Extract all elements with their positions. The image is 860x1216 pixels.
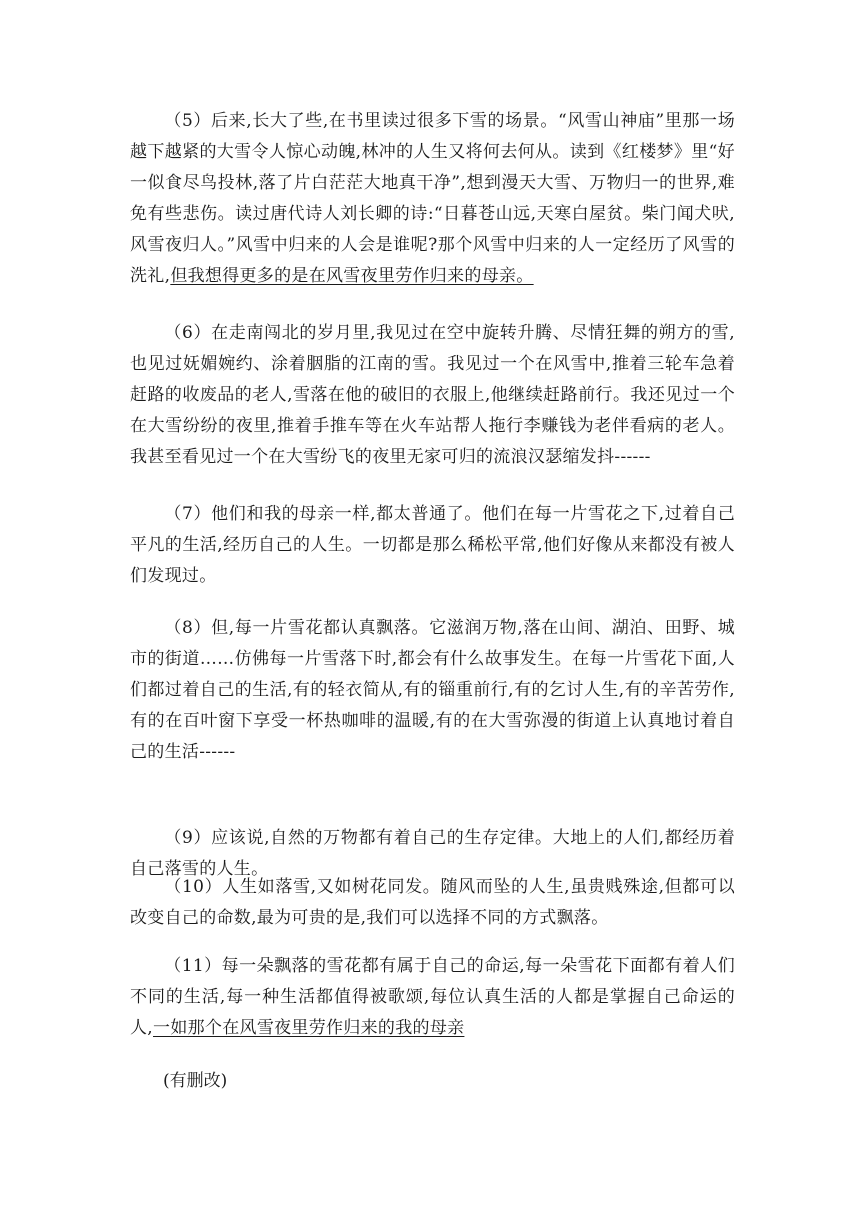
paragraph-8	[130, 613, 735, 768]
paragraph-8-text: （8）但,每一片雪花都认真飘落。它滋润万物,落在山间、湖泊、田野、城市的街道……仿佛每一片雪落下时,都会有什么故事发生。在每一片雪花下面,人们都过着自己的生活,有的轻衣简从,有的锱重前行,有的乞讨人生,有的辛苦劳作,有的在百叶窗下享受一杯热咖啡的温暖,有的在大雪弥漫的街道上认真地讨着自己的生活------	[130, 618, 735, 762]
paragraph-11-underlined-text: 一如那个在风雪夜里劳作归来的我的母亲	[153, 1018, 465, 1038]
paragraph-7-text: （7）他们和我的母亲一样,都太普通了。他们在每一片雪花之下,过着自己平凡的生活,经历自己的人生。一切都是那么稀松平常,他们好像从来都没有被人们发现过。	[130, 504, 735, 586]
paragraph-6-text: （6）在走南闯北的岁月里,我见过在空中旋转升腾、尽情狂舞的朔方的雪,也见过妩媚婉约、涂着胭脂的江南的雪。我见过一个在风雪中,推着三轮车急着赶路的收废品的老人,雪落在他的破旧的衣服上,他继续赶路前行。我还见过一个在大雪纷纷的夜里,推着手推车等在火车站帮人拖行李赚钱为老伴看病的老人。我甚至看见过一个在大雪纷飞的夜里无家可归的流浪汉瑟缩发抖------	[130, 323, 735, 467]
paragraph-6	[130, 318, 735, 473]
paragraph-10-text: （10）人生如落雪,又如树花同发。随风而坠的人生,虽贵贱殊途,但都可以改变自己的命数,最为可贵的是,我们可以选择不同的方式飘落。	[130, 877, 735, 928]
paragraph-11	[130, 951, 735, 1044]
paragraph-5-underlined-text: 但我想得更多的是在风雪夜里劳作归来的母亲。	[170, 266, 534, 286]
source-note: (有删改)	[163, 1071, 228, 1091]
paragraph-5-text: （5）后来,长大了些,在书里读过很多下雪的场景。“风雪山神庙”里那一场越下越紧的大雪令人惊心动魄,林冲的人生又将何去何从。读到《红楼梦》里“好一似食尽鸟投林,落了片白茫茫大地真干净”,想到漫天大雪、万物归一的世界,难免有些悲伤。读过唐代诗人刘长卿的诗:“日暮苍山远,天寒白屋贫。柴门闻犬吠,风雪夜归人。”风雪中归来的人会是谁呢?那个风雪中归来的人一定经历了风雪的洗礼,	[130, 111, 735, 286]
paragraph-10	[130, 872, 735, 934]
paragraph-7	[130, 499, 735, 592]
paragraph-5	[130, 106, 735, 292]
paragraph-11-text: （11）每一朵飘落的雪花都有属于自己的命运,每一朵雪花下面都有着人们不同的生活,每一种生活都值得被歌颂,每位认真生活的人都是掌握自己命运的人,	[130, 956, 735, 1038]
paragraph-9-text: （9）应该说,自然的万物都有着自己的生存定律。大地上的人们,都经历着自己落雪的人生。	[130, 828, 735, 879]
